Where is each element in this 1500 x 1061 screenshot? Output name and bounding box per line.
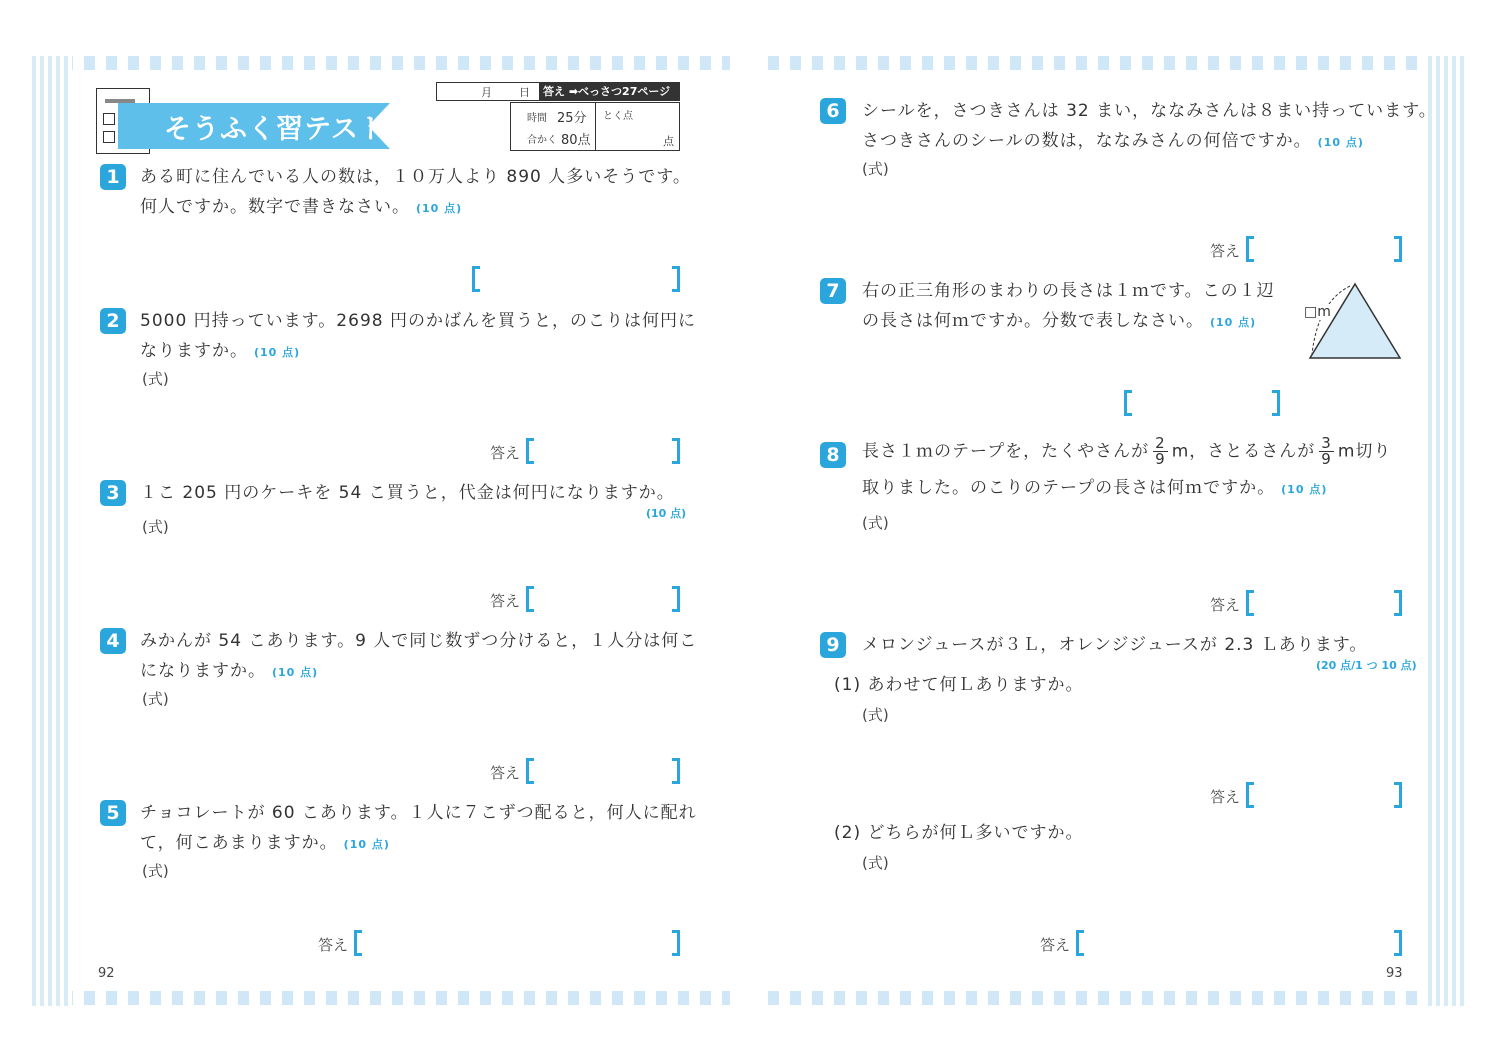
question-9-sub2-shiki: (式) xyxy=(862,854,889,872)
question-8-text xyxy=(862,436,1391,505)
question-5-line2-wrap xyxy=(140,828,697,860)
answer-bracket-left-3 xyxy=(526,586,534,612)
question-8-line1c: m切り xyxy=(1337,441,1392,462)
question-number-4: 4 xyxy=(100,628,126,654)
question-number-3: 3 xyxy=(100,480,126,506)
question-3-answer-label: 答え xyxy=(490,592,521,610)
page-title: そうふく習テスト① xyxy=(164,114,411,145)
triangle-side-label: □m xyxy=(1304,304,1331,320)
answer-bracket-right-9-1[interactable] xyxy=(1394,782,1402,808)
question-6-answer-label: 答え xyxy=(1210,242,1241,260)
question-2-line2-wrap xyxy=(140,336,696,368)
score-unit: 点 xyxy=(663,135,674,148)
question-number-8: 8 xyxy=(820,442,846,468)
question-8-points: (10 点) xyxy=(1281,483,1328,496)
question-9-text: メロンジュースが３Ｌ，オレンジジュースが 2.3 Ｌあります。 xyxy=(862,635,1368,655)
question-6-text xyxy=(862,96,1437,158)
answer-bracket-right-3[interactable] xyxy=(672,586,680,612)
top-stripe-right xyxy=(768,56,1458,70)
question-4-line2: になりますか。 xyxy=(140,661,266,681)
answer-ref: 答え ➡べっさつ27ページ xyxy=(539,83,679,100)
fraction-2-denominator: 9 xyxy=(1321,450,1332,468)
question-9-sub2: (2) どちらが何Ｌ多いですか。 xyxy=(834,823,1084,843)
question-6-line1: シールを，さつきさんは 32 まい，ななみさんは８まい持っています。 xyxy=(862,101,1437,121)
answer-bracket-left-9-2 xyxy=(1076,930,1084,956)
fraction-1-denominator: 9 xyxy=(1155,450,1166,468)
question-1-points: (10 点) xyxy=(416,202,463,215)
question-2-points: (10 点) xyxy=(254,346,301,359)
question-number-5: 5 xyxy=(100,800,126,826)
question-2-answer-label: 答え xyxy=(490,444,521,462)
day-label: 日 xyxy=(519,86,530,99)
fraction-2-numerator: 3 xyxy=(1321,434,1332,452)
question-5-text xyxy=(140,798,697,860)
month-label: 月 xyxy=(481,86,492,99)
top-stripe-left xyxy=(40,56,730,70)
question-3-points: (10 点) xyxy=(646,507,687,520)
answer-bracket-left-1 xyxy=(472,266,480,292)
question-6-line2-wrap xyxy=(862,126,1437,158)
question-8-line1b: m，さとるさんが xyxy=(1171,441,1316,462)
question-number-2: 2 xyxy=(100,308,126,334)
question-5-line1: チョコレートが 60 こあります。１人に７こずつ配ると，何人に配れ xyxy=(140,803,697,823)
question-6-line2: さつきさんのシールの数は，ななみさんの何倍ですか。 xyxy=(862,131,1312,151)
question-number-7: 7 xyxy=(820,278,846,304)
bottom-stripe-left xyxy=(40,991,730,1005)
fraction-1-numerator: 2 xyxy=(1155,434,1166,452)
answer-bracket-left-9-1 xyxy=(1246,782,1254,808)
question-9-points: (20 点/1 つ 10 点) xyxy=(1316,659,1417,672)
answer-bracket-left-7 xyxy=(1124,390,1132,416)
question-7-points: (10 点) xyxy=(1210,316,1257,329)
question-7-line1: 右の正三角形のまわりの長さは１ｍです。この１辺 xyxy=(862,281,1275,301)
time-value: 25分 xyxy=(557,111,587,126)
question-9-sub2-answer-label: 答え xyxy=(1040,936,1071,954)
answer-bracket-right-2[interactable] xyxy=(672,438,680,464)
question-5-points: (10 点) xyxy=(343,838,390,851)
question-7-text xyxy=(862,276,1275,338)
answer-bracket-left-4 xyxy=(526,758,534,784)
answer-bracket-right-5[interactable] xyxy=(672,930,680,956)
answer-bracket-left-5 xyxy=(354,930,362,956)
question-9-sub1: (1) あわせて何Ｌありますか。 xyxy=(834,675,1084,695)
question-4-points: (10 点) xyxy=(272,666,319,679)
fraction-3-9 xyxy=(1319,436,1334,467)
answer-bracket-right-4[interactable] xyxy=(672,758,680,784)
page-number-left: 92 xyxy=(98,966,115,981)
question-1-text xyxy=(140,162,691,224)
question-3-text: １こ 205 円のケーキを 54 こ買うと，代金は何円になりますか。 xyxy=(140,483,675,503)
question-8-line2-wrap xyxy=(862,473,1391,505)
question-2-text xyxy=(140,306,696,368)
question-4-line1: みかんが 54 こあります。9 人で同じ数ずつ分けると，１人分は何こ xyxy=(140,631,698,651)
question-6-points: (10 点) xyxy=(1317,136,1364,149)
answer-bracket-right-7[interactable] xyxy=(1272,390,1280,416)
time-label: 時間 xyxy=(527,113,547,124)
side-stripe-right xyxy=(1428,56,1468,1006)
question-5-answer-label: 答え xyxy=(318,936,349,954)
answer-bracket-left-2 xyxy=(526,438,534,464)
answer-bracket-right-6[interactable] xyxy=(1394,236,1402,262)
bottom-stripe-right xyxy=(768,991,1458,1005)
question-4-text xyxy=(140,626,697,688)
pass-label: 合かく xyxy=(527,135,557,146)
question-4-shiki: (式) xyxy=(142,690,169,708)
page-number-right: 93 xyxy=(1386,966,1403,981)
time-score-box xyxy=(510,102,680,151)
question-5-line2: て，何こあまりますか。 xyxy=(140,833,338,853)
question-2-line2: なりますか。 xyxy=(140,341,248,361)
question-7-line2: の長さは何ｍですか。分数で表しなさい。 xyxy=(862,311,1204,331)
question-number-6: 6 xyxy=(820,98,846,124)
fraction-2-9 xyxy=(1153,436,1168,467)
answer-bracket-left-6 xyxy=(1246,236,1254,262)
question-8-shiki: (式) xyxy=(862,514,889,532)
answer-bracket-right-9-2[interactable] xyxy=(1394,930,1402,956)
question-1-line2-wrap xyxy=(140,192,691,224)
answer-bracket-right-8[interactable] xyxy=(1394,590,1402,616)
question-4-answer-label: 答え xyxy=(490,764,521,782)
equilateral-triangle-figure xyxy=(1300,278,1410,364)
date-answer-box xyxy=(436,82,680,101)
question-7-line2-wrap xyxy=(862,306,1275,338)
question-6-shiki: (式) xyxy=(862,160,889,178)
question-3-shiki: (式) xyxy=(142,518,169,536)
question-1-line1: ある町に住んでいる人の数は，１０万人より 890 人多いそうです。 xyxy=(140,167,691,187)
question-8-line1a: 長さ１ｍのテープを，たくやさんが xyxy=(862,441,1150,462)
pass-value: 80点 xyxy=(561,133,591,148)
side-stripe-left xyxy=(32,56,72,1006)
question-4-line2-wrap xyxy=(140,656,697,688)
question-number-9: 9 xyxy=(820,632,846,658)
question-number-1: 1 xyxy=(100,164,126,190)
question-8-line1 xyxy=(862,436,1391,467)
question-9-sub1-answer-label: 答え xyxy=(1210,788,1241,806)
answer-bracket-right-1[interactable] xyxy=(672,266,680,292)
question-2-shiki: (式) xyxy=(142,370,169,388)
score-label: とく点 xyxy=(603,111,633,122)
question-8-line2: 取りました。のこりのテープの長さは何ｍですか。 xyxy=(862,478,1276,498)
question-5-shiki: (式) xyxy=(142,862,169,880)
question-8-answer-label: 答え xyxy=(1210,596,1241,614)
question-9-sub1-shiki: (式) xyxy=(862,706,889,724)
question-2-line1: 5000 円持っています。2698 円のかばんを買うと，のこりは何円に xyxy=(140,311,696,331)
question-1-line2: 何人ですか。数字で書きなさい。 xyxy=(140,197,410,217)
answer-bracket-left-8 xyxy=(1246,590,1254,616)
